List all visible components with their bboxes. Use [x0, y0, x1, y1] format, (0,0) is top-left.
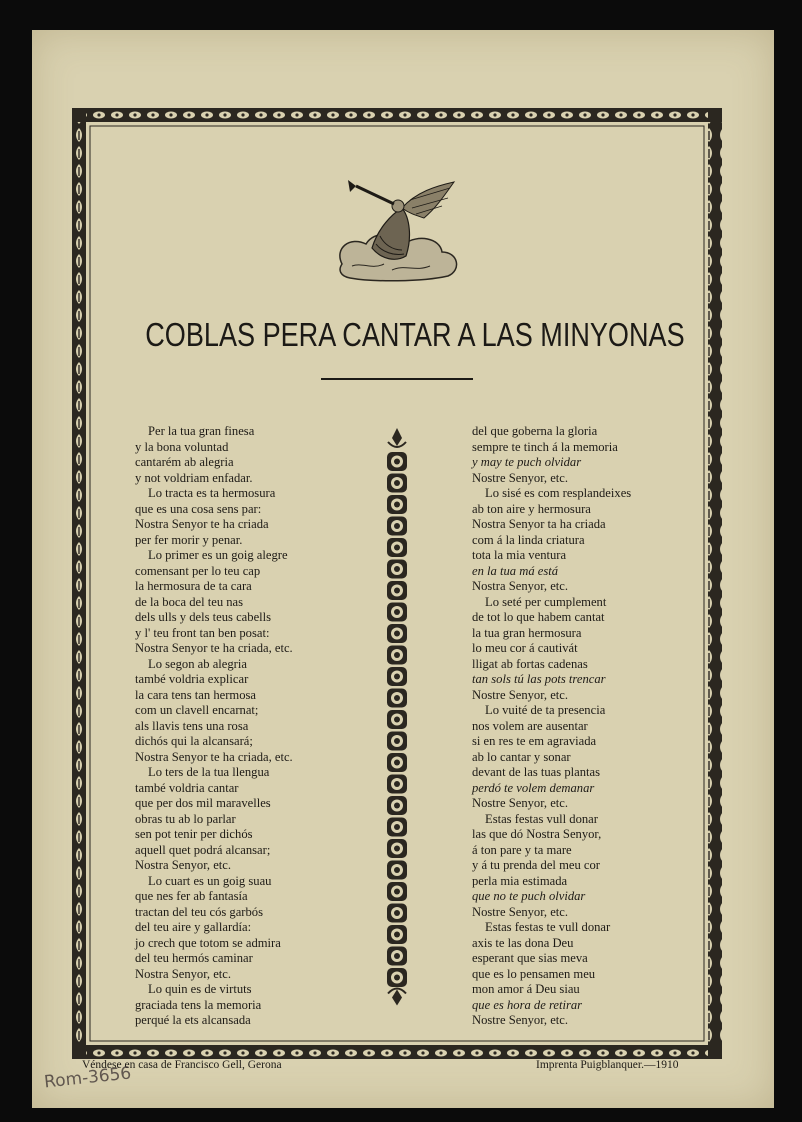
verse-line: dichós qui la alcansará; [135, 734, 253, 748]
verse-line: Per la tua gran finesa [148, 424, 255, 438]
verse-line: axis te las dona Deu [472, 935, 574, 950]
verse-line: lligat ab fortas cadenas [472, 656, 588, 671]
verse-line: si en res te em agraviada [472, 734, 597, 748]
verse-line: Nostra Senyor te ha criada, etc. [135, 641, 293, 655]
verse-line: Lo quin es de virtuts [148, 982, 252, 996]
verse-line: de tot lo que habem cantat [472, 610, 605, 624]
verse-line: y á tu prenda del meu cor [472, 858, 600, 872]
footer-seller: Véndese en casa de Francisco Gell, Gerona [82, 1059, 282, 1071]
verse-line: també voldria cantar [135, 780, 239, 795]
verse-line: perdó te volem demanar [472, 780, 595, 795]
verse-line: que per dos mil maravelles [135, 796, 271, 810]
verse-line: del teu hermós caminar [135, 951, 253, 965]
verse-line: sempre te tinch á la memoria [472, 439, 618, 454]
verse-line: Lo segon ab alegria [148, 656, 247, 671]
verse-line: perqué la ets alcansada [135, 1013, 251, 1027]
verse-line: Lo vuité de ta presencia [485, 703, 606, 717]
verse-line: Estas festas vull donar [485, 811, 598, 826]
verse-line: que nes fer ab fantasía [135, 889, 248, 903]
verse-line: á ton pare y ta mare [472, 842, 572, 857]
verse-line: Lo cuart es un goig suau [148, 873, 272, 888]
verse-line: Lo tracta es ta hermosura [148, 486, 276, 500]
verse-line: Lo primer es un goig alegre [148, 548, 288, 562]
verse-line: Lo seté per cumplement [485, 594, 607, 609]
verse-line: Nostra Senyor te ha criada [135, 517, 269, 531]
left-verse-column [135, 424, 293, 1029]
verse-line: Nostre Senyor, etc. [472, 904, 569, 919]
verse-line: las que dó Nostra Senyor, [472, 827, 602, 841]
verse-line: tota la mia ventura [472, 548, 567, 562]
verse-line: y la bona voluntad [135, 439, 229, 454]
verse-line: que no te puch olvidar [472, 889, 586, 903]
handwritten-shelfmark: Rom-3656 [43, 1063, 133, 1093]
page-title: COBLAS PERA CANTAR A LAS MINYONAS [145, 316, 685, 353]
angel-trumpet-vignette [332, 178, 466, 282]
verse-line: tan sols tú las pots trencar [472, 672, 606, 686]
verse-line: que es lo pensamen meu [472, 966, 596, 981]
verse-line: la tua gran hermosura [472, 625, 582, 640]
verse-line: y l' teu front tan ben posat: [135, 625, 270, 640]
title-rule [321, 378, 473, 380]
center-ornament-column [384, 428, 410, 1008]
verse-line: lo meu cor á cautivát [472, 641, 578, 655]
footer-printer: Imprenta Puigblanquer.—1910 [536, 1059, 679, 1071]
verse-line: del teu aire y gallardía: [135, 920, 252, 934]
verse-line: cantarém ab alegria [135, 455, 234, 469]
verse-line: Nostra Senyor ta ha criada [472, 517, 606, 531]
verse-line: esperant que sias meva [472, 951, 588, 965]
right-verse-column [472, 424, 631, 1029]
verse-line: mon amor á Deu siau [472, 982, 580, 996]
verse-line: per fer morir y penar. [135, 532, 243, 547]
verse-line: Nostra Senyor te ha criada, etc. [135, 749, 293, 764]
verse-line: Nostre Senyor, etc. [472, 1013, 569, 1027]
verse-line: als llavis tens una rosa [135, 718, 249, 733]
verse-line: aquell quet podrá alcansar; [135, 842, 271, 857]
verse-line: y not voldriam enfadar. [135, 470, 253, 485]
verse-line: jo crech que totom se admira [135, 935, 281, 950]
verse-line: Estas festas te vull donar [485, 920, 611, 934]
verse-line: dels ulls y dels teus cabells [135, 610, 272, 624]
verse-line: Nostra Senyor, etc. [135, 858, 232, 872]
verse-line: Nostra Senyor, etc. [472, 579, 569, 593]
verse-line: la cara tens tan hermosa [135, 687, 256, 702]
verse-line: en la tua má está [472, 563, 559, 578]
verse-line: també voldria explicar [135, 672, 249, 686]
verse-line: que es una cosa sens par: [135, 501, 262, 516]
verse-line: Nostre Senyor, etc. [472, 470, 569, 485]
verse-line: nos volem are ausentar [472, 718, 588, 733]
verse-line: Nostra Senyor, etc. [135, 966, 232, 981]
verse-line: graciada tens la memoria [135, 997, 262, 1012]
verse-line: ab ton aire y hermosura [472, 501, 591, 516]
verse-line: Lo ters de la tua llengua [148, 765, 270, 779]
verse-line: sen pot tenir per dichós [135, 827, 253, 841]
verse-line: Nostre Senyor, etc. [472, 796, 569, 810]
verse-line: comensant per lo teu cap [135, 563, 261, 578]
verse-line: de la boca del teu nas [135, 594, 244, 609]
verse-line: devant de las tuas plantas [472, 765, 600, 779]
verse-line: Nostre Senyor, etc. [472, 687, 569, 702]
verse-line: tractan del teu cós garbós [135, 904, 263, 919]
verse-line: ab lo cantar y sonar [472, 749, 571, 764]
verse-line: com un clavell encarnat; [135, 703, 259, 717]
verse-line: del que goberna la gloria [472, 424, 598, 438]
verse-line: Lo sisé es com resplandeixes [485, 486, 632, 500]
verse-line: la hermosura de ta cara [135, 579, 252, 593]
verse-line: perla mia estimada [472, 873, 568, 888]
verse-line: obras tu ab lo parlar [135, 811, 236, 826]
verse-line: y may te puch olvidar [472, 455, 582, 469]
verse-line: com á la linda criatura [472, 532, 585, 547]
verse-line: que es hora de retirar [472, 997, 583, 1012]
